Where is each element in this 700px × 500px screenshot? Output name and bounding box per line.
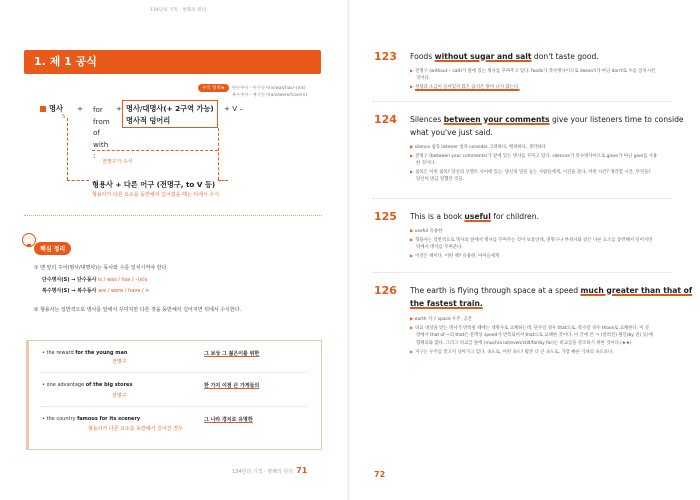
sentence-note: ▶ 전명구 (between your comments)가 앞에 있는 명사를 꾸미고 있다. silences가 복수명사이므로 gives가 아닌 give를 사용 bbox=[410, 153, 658, 159]
sentence-number: 126 bbox=[374, 284, 397, 297]
prep-object-1: 명사/대명사(+ 2구역 가능) bbox=[126, 104, 214, 113]
summary-plural: 복수명사(S) → 복수동사 are / were / have / × bbox=[42, 288, 150, 294]
vocab-line: ▶ useful 유용한 bbox=[410, 229, 443, 234]
sentence-english-line2: the fastest train. bbox=[410, 299, 483, 308]
example-3-ko: 그 나라 경치로 유명한 bbox=[204, 417, 253, 423]
formula-plus: + bbox=[77, 104, 84, 113]
formula-verb: + V – bbox=[224, 104, 244, 113]
summary-singular: 단수명사(S) → 단수동사 is / was / has / –(e)s bbox=[42, 277, 148, 283]
verb-agreement-note: 단수주어 – 단수동사(is/was/has/–(e)s) 복수주어 – 복수동사(are/were/have/×) bbox=[232, 85, 308, 97]
sentence-note: 형태의와 많다. 그리고 비교급 앞에 (much/a lot/even/still/far/by far)는 비교급을 강조하기 위한 것이다.(★★) bbox=[416, 341, 632, 346]
sentence-english: The earth is flying through space at a speed much greater than that of bbox=[410, 286, 693, 295]
sentence-english: Foods without sugar and salt don't taste good. bbox=[410, 52, 599, 61]
summary-point-2: ② 형용사는 일반적으로 명사를 앞에서 꾸미지만 다른 것을 동반해서 길어지면 뒤에서 수식한다. bbox=[34, 307, 242, 313]
sentence-number: 123 bbox=[374, 50, 397, 63]
sentence-note: ▶ 전명구 (without – salt)가 앞에 있는 명사를 꾸며주고 있다. foods가 복수명사이므로 doesn't가 아닌 don't로 수를 일치시킨 bbox=[410, 68, 656, 74]
left-page: 134단의 기적 · 변화의 원리 1. 제 1 공식 수식 일치★ 단수주어 – 단수동사(is/was/has/–(e)s) 복수주어 – 복수동사(are/were/have/×) 명사 S + for from of with : + 명사/대명사(+ 2구역 가능) 명사적 덩어리 + V – 전명구가 수식 형용사 + 다른 어구 (전명구, to V 등) 형용사가 다른 요소를 동반해서 길어졌을 때는 뒤에서 수식 핵심 정리 ① 맨 앞의 주어(명사/대명사)는 동사와 수를 일치시켜야 한다. 단수명사(S) → 단수동사 is / was / has / –(e)s 복수명사(S) → 복수동사 are / were / have / × ② 형용사는 일반적으로 명사를 앞에서 꾸미지만 다른 것을 동반해서 길어지면 뒤에서 수식한다. • the reward for the young man 전명구 그 보상 그 젊은이를 위한 • one advantage of the big stores 전명구 한 가지 이점 큰 가게들의 • the country famous for its scenery 형용사가 다른 요소를 동반해서 길어진 경우 그 나라 경치로 유명한 134단의 기적 · 명쾌의 원리 71 bbox=[0, 0, 348, 500]
example-3-en: • the country famous for its scenery bbox=[42, 416, 141, 422]
sentence-english-line2: what you've just said. bbox=[410, 128, 493, 137]
summary-point-1: ① 맨 앞의 주어(명사/대명사)는 동사와 수를 일치시켜야 한다. bbox=[34, 265, 168, 271]
example-1-en: • the reward for the young man bbox=[42, 350, 128, 356]
sentence-note: 뒤에서 명사를 꾸며준다. bbox=[416, 245, 463, 250]
sentence-english: Silences between your comments give your listeners time to conside bbox=[410, 115, 684, 124]
prep-phrase-note: 전명구가 수식 bbox=[102, 159, 133, 165]
square-bullet-icon bbox=[40, 106, 46, 112]
prep-object-2: 명사적 덩어리 bbox=[126, 116, 171, 125]
sentence-translation: 당신이 방금 말했던 것을. bbox=[416, 177, 464, 182]
sentence-translation: ▶ 지구는 우주를 꿀고서 날아가고 있다. 속도로, 어떤 속도? 훨씬 더 큰 속도로, 가장 빠른 기차의 속도보다. bbox=[410, 349, 614, 355]
sentence-note: 장에서 that of ~의 that은 문맥상 speed가 반복되어서 that으로 교체한 것이다. 이 글에 쓴 ㅋ (알려진) 원인(by 전) 등)에 bbox=[416, 333, 653, 338]
sentence-note: ▶ 비교 대상을 받는 명사가 반복될 때에는 대명사로 교체하는데, 단수일 경우 that으로, 복수일 경우 those로 교체한다. 이 문 bbox=[410, 325, 650, 331]
sentence-translation: ▶ 설탕과 소금이 들어있지 않은 음식은 맛이 나지 않는다. bbox=[410, 84, 520, 90]
vocab-line: ▶ silence 침묵 listener 청자 consider 고려하다, 배려하다, 생각하다 bbox=[410, 145, 546, 150]
preposition-list: for from of with : bbox=[93, 105, 110, 160]
sentence-translation: ▶ 침묵은 어떤 침묵? 당신의 코멘트 사이에 있는. 당신의 말을 듣는 사람들에게, 시간을 준다, 어떤 시간? 생각할 시간, 무엇을? bbox=[410, 169, 651, 175]
example-1-ko: 그 보상 그 젊은이를 위한 bbox=[204, 351, 260, 357]
adj-phrase: 형용사 + 다른 어구 (전명구, to V 등) bbox=[92, 180, 216, 189]
examples-box bbox=[26, 340, 322, 450]
modifier-tag: 수식 일치★ bbox=[198, 84, 229, 92]
sentence-note: 한 것이다. bbox=[416, 161, 436, 166]
example-2-en: • one advantage of the big stores bbox=[42, 382, 133, 388]
adj-phrase-note: 형용사가 다른 요소를 동반해서 길어졌을 때는 뒤에서 수식 bbox=[92, 192, 220, 198]
formula-noun-sub: S bbox=[62, 114, 66, 120]
sentence-note: 것이다. bbox=[416, 76, 431, 81]
section-banner: 1. 제 1 공식 bbox=[24, 50, 321, 74]
left-footer: 134단의 기적 · 명쾌의 원리 71 bbox=[232, 466, 308, 475]
sentence-note: ▶ 형용사는 일반적으로 명사의 앞에서 명사를 꾸며주는 것이 보통인데, 전명구나 부정사와 같은 다른 요소를 동반해서 길어지면 bbox=[410, 237, 653, 243]
example-2-ko: 한 가지 이점 큰 가게들의 bbox=[204, 383, 260, 389]
running-head: 134단의 기적 · 변화의 원리 bbox=[150, 8, 207, 13]
sentence-number: 124 bbox=[374, 113, 397, 126]
vocab-line: ▶ earth 지구 space 우주, 공간 bbox=[410, 317, 472, 322]
formula-noun: 명사 bbox=[40, 104, 63, 114]
sentence-translation: ▶ 이것은 책이다. 어떤 책? 유용한, 아이들에게 bbox=[410, 253, 500, 259]
example-1-note: 전명구 bbox=[112, 359, 127, 365]
left-page-number: 71 bbox=[296, 466, 308, 475]
summary-title: 핵심 정리 bbox=[34, 242, 71, 255]
right-page-number: 72 bbox=[374, 470, 386, 479]
example-3-note: 형용사가 다른 요소를 동반해서 길어진 경우 bbox=[88, 426, 183, 432]
example-2-note: 전명구 bbox=[112, 393, 127, 399]
sentence-number: 125 bbox=[374, 210, 397, 223]
sentence-english: This is a book useful for children. bbox=[410, 212, 539, 221]
